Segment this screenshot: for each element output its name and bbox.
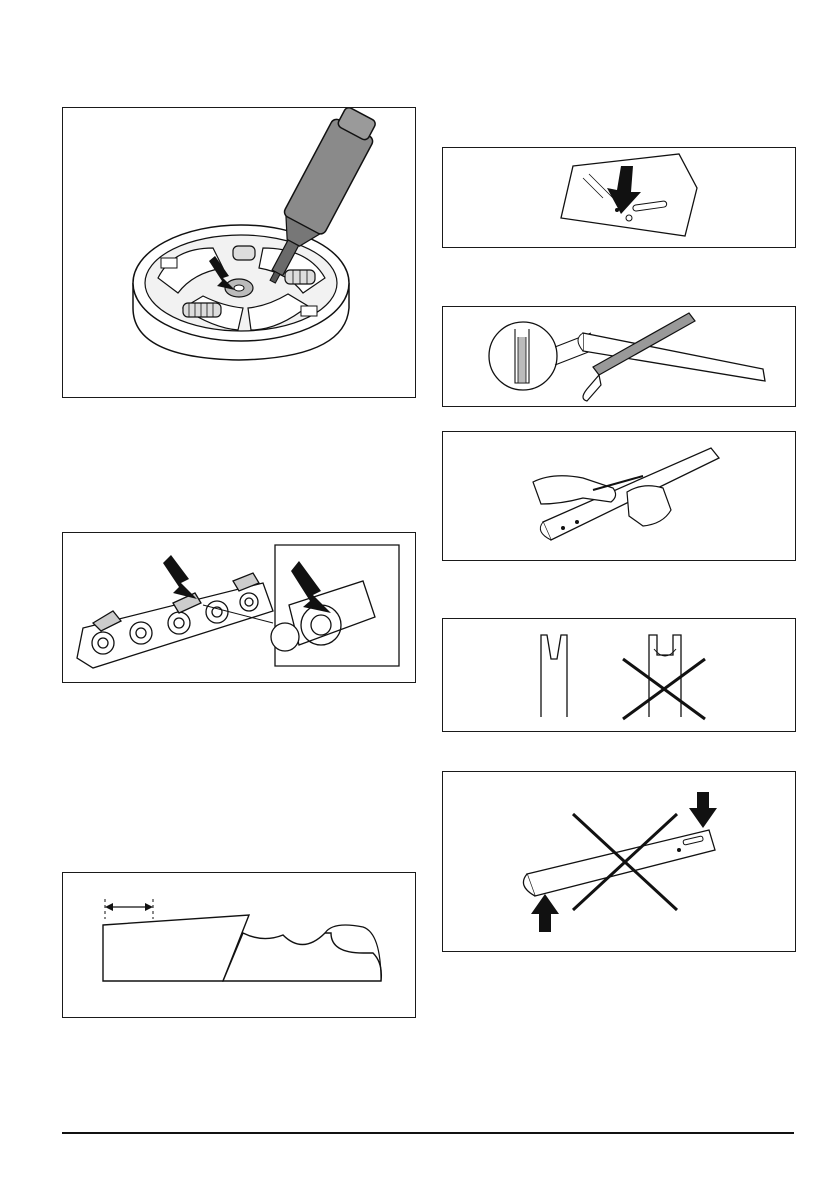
bar-hands-illustration <box>443 432 795 560</box>
chain-illustration <box>63 533 415 682</box>
bar-filing-illustration <box>443 307 795 406</box>
clutch-drum-illustration <box>63 108 415 397</box>
cutter-illustration <box>63 873 415 1017</box>
footer-rule <box>62 1132 794 1134</box>
figure-chain-rivet-lubrication <box>62 532 416 683</box>
rail-profile-illustration <box>443 619 795 731</box>
figure-bar-rail-profile <box>442 618 796 732</box>
figure-bar-groove-filing <box>442 306 796 407</box>
bar-turning-illustration <box>443 772 795 951</box>
figure-cutter-top-plate <box>62 872 416 1018</box>
bar-oil-hole-illustration <box>443 148 795 247</box>
figure-bar-turning <box>442 771 796 952</box>
figure-clutch-drum-lubrication <box>62 107 416 398</box>
figure-bar-oil-hole <box>442 147 796 248</box>
figure-bar-burr-removal <box>442 431 796 561</box>
